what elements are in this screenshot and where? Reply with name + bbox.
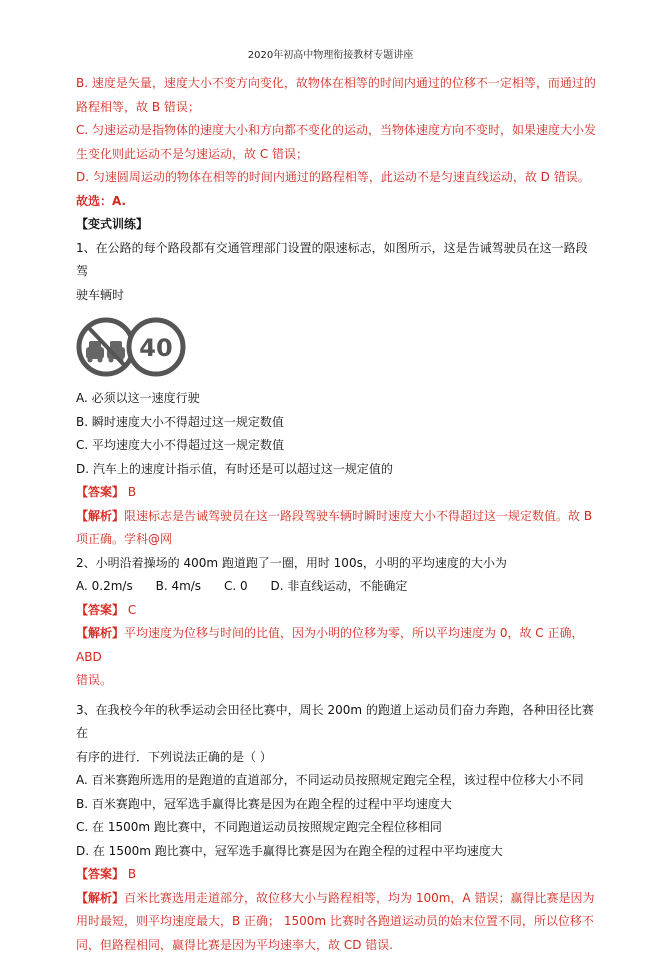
no-overtaking-sign-icon [79,320,133,374]
q3-answer-value: B [128,867,136,881]
q2-options: A. 0.2m/s B. 4m/s C. 0 D. 非直线运动，不能确定 [76,575,596,599]
traffic-signs-svg [76,313,186,383]
q1-option-b: B. 瞬时速度大小不得超过这一规定数值 [76,411,596,435]
page-header: 2020年初高中物理衔接教材专题讲座 [0,46,661,61]
q1-stem-line1: 1、在公路的每个路段都有交通管理部门设置的限速标志，如图所示，这是告诫驾驶员在这一路段驾 [76,237,596,284]
solution-d-line1: D. 匀速圆周运动的物体在相等的时间内通过的路程相等，此运动不是匀速直线运动，故 D 错误。 [76,166,596,190]
solution-choose: 故选：A. [76,190,596,214]
q1-analysis-line2: 项正确。学科@网 [76,528,596,552]
q3-stem-line1: 3、在我校今年的秋季运动会田径比赛中，周长 200m 的跑道上运动员们奋力奔跑，各种田径比赛在 [76,699,596,746]
section-title: 【变式训练】 [76,213,596,237]
q1-option-d: D. 汽车上的速度计指示值，有时还是可以超过这一规定值的 [76,458,596,482]
q2-analysis-line2: 错误。 [76,669,596,693]
q1-answer [76,481,596,505]
q3-analysis-line2: 用时最短，则平均速度最大，B 正确； 1500m 比赛时各跑道运动员的始末位置不同，所以位移不 [76,910,596,934]
q3-analysis-label: 【解析】 [76,891,124,905]
speed-limit-sign-icon [129,320,183,374]
q3-option-d: D. 在 1500m 跑比赛中，冠军选手赢得比赛是因为在跑全程的过程中平均速度大 [76,840,596,864]
q1-analysis-text1: 限速标志是告诫驾驶员在这一路段驾驶车辆时瞬时速度大小不得超过这一规定数值。故 B [124,509,592,523]
q3-analysis-line3: 同，但路程相同，赢得比赛是因为平均速率大，故 CD 错误. [76,934,596,957]
q2-analysis-text1: 平均速度为位移与时间的比值，因为小明的位移为零，所以平均速度为 0，故 C 正确，ABD [76,626,583,664]
q1-answer-label: 【答案】 [76,485,124,499]
document-body [76,72,596,957]
q2-answer [76,599,596,623]
q3-analysis-line1 [76,887,596,911]
q3-stem-line2: 有序的进行．下列说法正确的是（ ） [76,746,596,770]
solution-c-line2: 生变化则此运动不是匀速运动，故 C 错误； [76,143,596,167]
q1-analysis-label: 【解析】 [76,509,124,523]
q1-stem-line2: 驶车辆时 [76,284,596,308]
q1-option-c: C. 平均速度大小不得超过这一规定数值 [76,434,596,458]
q3-answer [76,863,596,887]
q1-answer-value: B [128,485,136,499]
q3-answer-label: 【答案】 [76,867,124,881]
solution-b-line2: 路程相等，故 B 错误； [76,96,596,120]
solution-c-line1: C. 匀速运动是指物体的速度大小和方向都不变化的运动，当物体速度方向不变时，如果速度大小发 [76,119,596,143]
traffic-signs-figure [76,313,596,383]
q1-analysis-line1 [76,505,596,529]
q2-analysis-label: 【解析】 [76,626,124,640]
q2-answer-label: 【答案】 [76,603,124,617]
q2-analysis-line1 [76,622,596,669]
solution-b-line1: B. 速度是矢量，速度大小不变方向变化，故物体在相等的时间内通过的位移不一定相等，而通过的 [76,72,596,96]
q3-option-b: B. 百米赛跑中，冠军选手赢得比赛是因为在跑全程的过程中平均速度大 [76,793,596,817]
q3-analysis-text1: 百米比赛选用走道部分，故位移大小与路程相等，均为 100m，A 错误；赢得比赛是因为 [124,891,594,905]
q2-stem: 2、小明沿着操场的 400m 跑道跑了一圈，用时 100s，小明的平均速度的大小为 [76,552,596,576]
q2-answer-value: C [128,603,136,617]
q3-option-c: C. 在 1500m 跑比赛中，不同跑道运动员按照规定跑完全程位移相同 [76,816,596,840]
q3-option-a: A. 百米赛跑所选用的是跑道的直道部分，不同运动员按照规定跑完全程，该过程中位移大小不同 [76,769,596,793]
speed-limit-value: 40 [139,334,172,362]
q1-option-a: A. 必须以这一速度行驶 [76,387,596,411]
